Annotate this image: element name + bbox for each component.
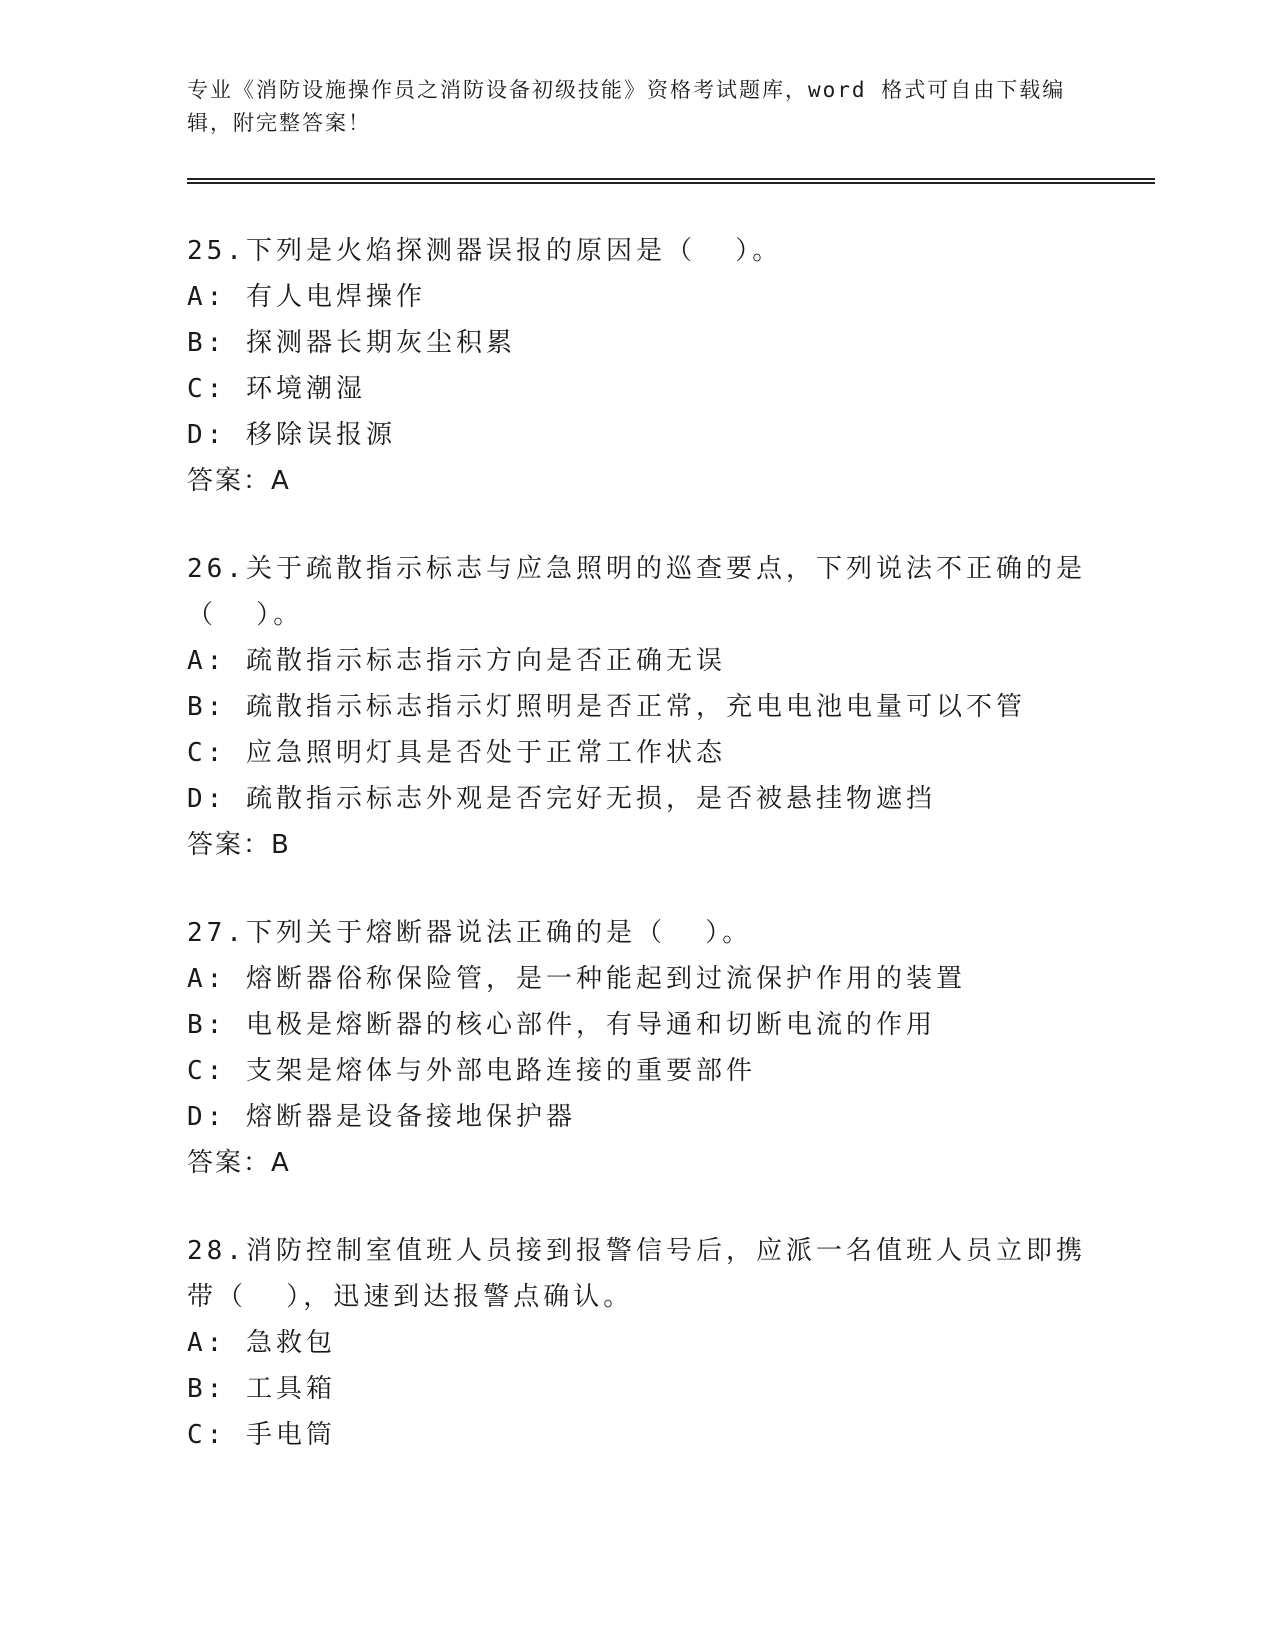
header-rule bbox=[187, 182, 1155, 184]
question-26 bbox=[187, 546, 1087, 868]
option-c: C: 环境潮湿 bbox=[187, 374, 366, 404]
option-a: A: 熔断器俗称保险管，是一种能起到过流保护作用的装置 bbox=[187, 964, 966, 994]
option-c: C: 应急照明灯具是否处于正常工作状态 bbox=[187, 738, 726, 768]
option-d: D: 熔断器是设备接地保护器 bbox=[187, 1102, 576, 1132]
option-b: B: 电极是熔断器的核心部件，有导通和切断电流的作用 bbox=[187, 1010, 936, 1040]
option-a: A: 急救包 bbox=[187, 1328, 336, 1358]
answer: 答案：B bbox=[187, 830, 291, 860]
option-d: D: 疏散指示标志外观是否完好无损，是否被悬挂物遮挡 bbox=[187, 784, 936, 814]
option-a: A: 有人电焊操作 bbox=[187, 282, 426, 312]
document-header: 专业《消防设施操作员之消防设备初级技能》资格考试题库，word 格式可自由下载编辑，附完整答案！ bbox=[187, 78, 1066, 135]
answer: 答案：A bbox=[187, 1148, 291, 1178]
question-stem: 27.下列关于熔断器说法正确的是（ ）。 bbox=[187, 918, 753, 948]
option-b: B: 疏散指示标志指示灯照明是否正常，充电电池电量可以不管 bbox=[187, 692, 1026, 722]
question-25 bbox=[187, 228, 1087, 504]
question-stem: 25.下列是火焰探测器误报的原因是（ ）。 bbox=[187, 236, 783, 266]
header-rule bbox=[187, 178, 1155, 180]
option-b: B: 探测器长期灰尘积累 bbox=[187, 328, 516, 358]
option-c: C: 支架是熔体与外部电路连接的重要部件 bbox=[187, 1056, 756, 1086]
option-b: B: 工具箱 bbox=[187, 1374, 336, 1404]
option-a: A: 疏散指示标志指示方向是否正确无误 bbox=[187, 646, 726, 676]
answer: 答案：A bbox=[187, 466, 291, 496]
question-stem: 28.消防控制室值班人员接到报警信号后，应派一名值班人员立即携带（ ），迅速到达报警点确认。 bbox=[187, 1236, 1086, 1312]
option-c: C: 手电筒 bbox=[187, 1420, 336, 1450]
question-stem: 26.关于疏散指示标志与应急照明的巡查要点，下列说法不正确的是（ ）。 bbox=[187, 554, 1086, 630]
question-27 bbox=[187, 910, 1087, 1186]
option-d: D: 移除误报源 bbox=[187, 420, 396, 450]
question-28 bbox=[187, 1228, 1087, 1458]
